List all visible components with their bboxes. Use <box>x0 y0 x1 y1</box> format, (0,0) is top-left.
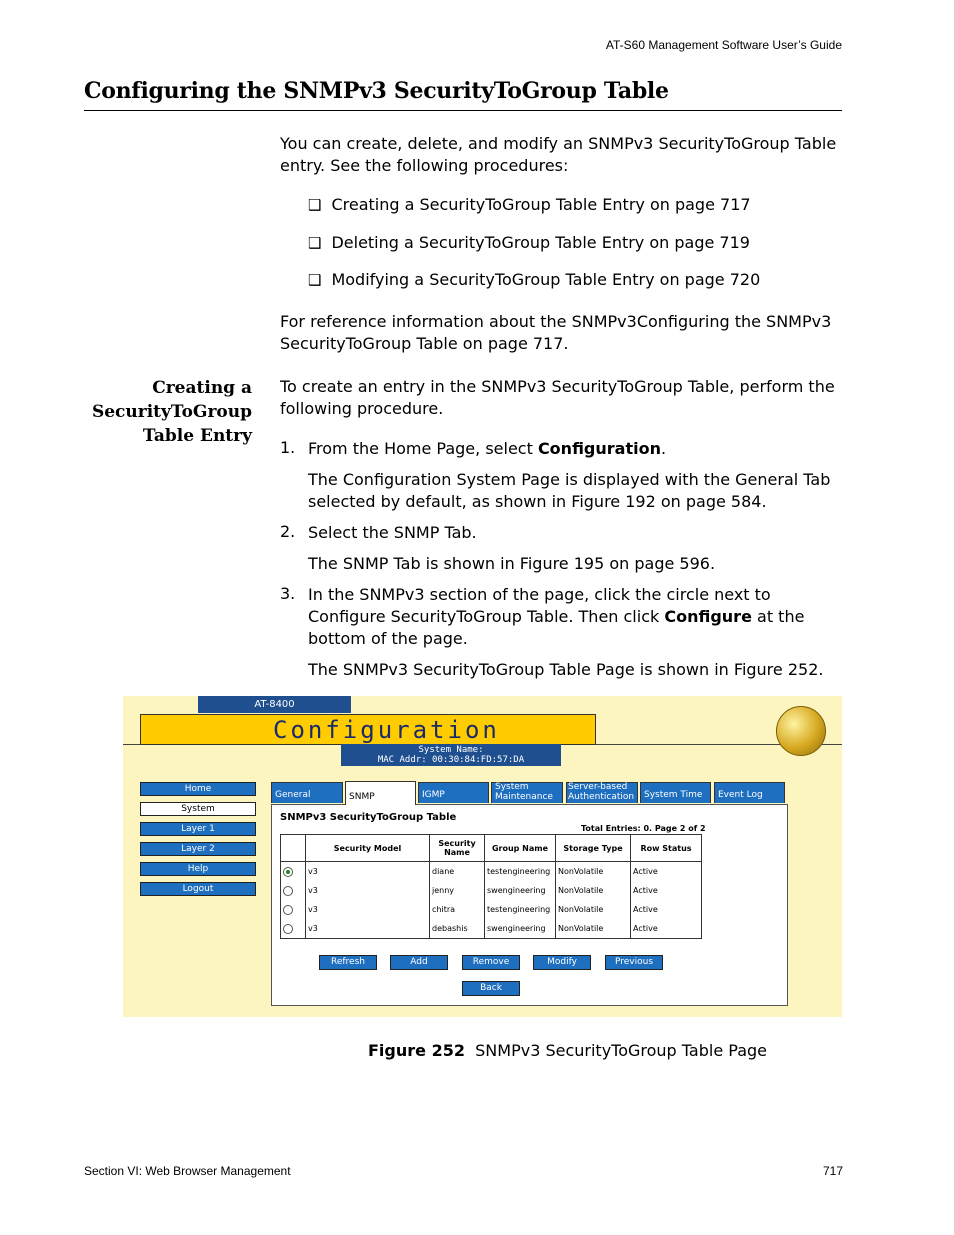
back-button[interactable]: Back <box>462 981 520 996</box>
security-to-group-table <box>280 834 702 939</box>
reference-paragraph: For reference information about the SNMPv3Configuring the SNMPv3 SecurityToGroup Table on page 717. <box>280 312 832 353</box>
step-number: 2. <box>280 522 296 541</box>
checkbox-bullet-icon: ❑ <box>308 196 322 214</box>
step-3: In the SNMPv3 section of the page, click the circle next to Configure SecurityToGroup Table. Then click Configure at the bottom of the page. <box>308 585 805 648</box>
table-header-row <box>281 835 702 862</box>
add-button[interactable]: Add <box>390 955 448 970</box>
system-info: System Name: MAC Addr: 00:30:84:FD:57:DA <box>341 744 561 766</box>
step-1: From the Home Page, select Configuration. <box>308 439 667 458</box>
column-header: Storage Type <box>556 835 631 862</box>
remove-button[interactable]: Remove <box>462 955 520 970</box>
entries-count: Total Entries: 0. Page 2 of 2 <box>581 824 706 833</box>
subsection-intro: To create an entry in the SNMPv3 SecurityToGroup Table, perform the following procedure. <box>280 377 835 418</box>
row-select-radio[interactable] <box>283 886 293 896</box>
step-number: 1. <box>280 438 296 457</box>
tab-event-log[interactable]: Event Log <box>714 782 785 803</box>
column-header: Row Status <box>631 835 702 862</box>
procedure-item: ❑ Creating a SecurityToGroup Table Entry on page 717 <box>308 195 751 214</box>
refresh-button[interactable]: Refresh <box>319 955 377 970</box>
intro-paragraph: You can create, delete, and modify an SNMPv3 SecurityToGroup Table entry. See the following procedures: <box>280 134 837 175</box>
section-title: Configuring the SNMPv3 SecurityToGroup Table <box>84 78 669 104</box>
footer-section: Section VI: Web Browser Management <box>84 1164 291 1178</box>
subsection-heading: Creating a SecurityToGroup Table Entry <box>91 378 252 446</box>
step-number: 3. <box>280 584 296 603</box>
panel-title: SNMPv3 SecurityToGroup Table <box>280 812 457 823</box>
procedure-item: ❑ Deleting a SecurityToGroup Table Entry on page 719 <box>308 233 750 252</box>
tab-system-time[interactable]: System Time <box>640 782 711 803</box>
procedure-item: ❑ Modifying a SecurityToGroup Table Entry on page 720 <box>308 270 761 289</box>
modify-button[interactable]: Modify <box>533 955 591 970</box>
table-row: v3 chitra testengineering NonVolatile Active <box>281 900 702 919</box>
nav-layer2-button[interactable]: Layer 2 <box>140 842 256 856</box>
nav-logout-button[interactable]: Logout <box>140 882 256 896</box>
running-header: AT-S60 Management Software User’s Guide <box>605 38 842 52</box>
banner-title: Configuration <box>273 716 500 744</box>
figure-screenshot <box>123 696 842 1017</box>
nav-home-button[interactable]: Home <box>140 782 256 796</box>
tab-igmp[interactable]: IGMP <box>418 782 489 803</box>
figure-caption: Figure 252 SNMPv3 SecurityToGroup Table Page <box>368 1041 767 1060</box>
step-2-result: The SNMP Tab is shown in Figure 195 on page 596. <box>308 554 716 573</box>
step-1-result: The Configuration System Page is displayed with the General Tab selected by default, as shown in Figure 192 on page 584. <box>308 470 831 511</box>
column-header: Security Name <box>430 835 485 862</box>
device-label: AT-8400 <box>198 696 351 713</box>
checkbox-bullet-icon: ❑ <box>308 234 322 252</box>
globe-logo-icon <box>776 706 826 756</box>
column-header: Security Model <box>306 835 430 862</box>
step-2: Select the SNMP Tab. <box>308 523 477 542</box>
checkbox-bullet-icon: ❑ <box>308 271 322 289</box>
tab-general[interactable]: General <box>271 782 343 803</box>
table-row: v3 diane testengineering NonVolatile Active <box>281 862 702 882</box>
column-header: Group Name <box>485 835 556 862</box>
table-row: v3 jenny swengineering NonVolatile Active <box>281 881 702 900</box>
previous-button[interactable]: Previous <box>605 955 663 970</box>
table-row: v3 debashis swengineering NonVolatile Active <box>281 919 702 939</box>
tab-snmp[interactable]: SNMP <box>345 781 416 805</box>
row-select-radio[interactable] <box>283 905 293 915</box>
row-select-radio[interactable] <box>283 924 293 934</box>
row-select-radio[interactable] <box>283 867 293 877</box>
step-3-result: The SNMPv3 SecurityToGroup Table Page is shown in Figure 252. <box>308 660 824 679</box>
page-number: 717 <box>823 1164 844 1178</box>
nav-help-button[interactable]: Help <box>140 862 256 876</box>
nav-layer1-button[interactable]: Layer 1 <box>140 822 256 836</box>
tab-system-maintenance[interactable]: System Maintenance <box>491 782 563 803</box>
nav-system-button[interactable]: System <box>140 802 256 816</box>
tab-server-authentication[interactable]: Server-based Authentication <box>566 782 638 803</box>
title-rule <box>84 110 842 111</box>
